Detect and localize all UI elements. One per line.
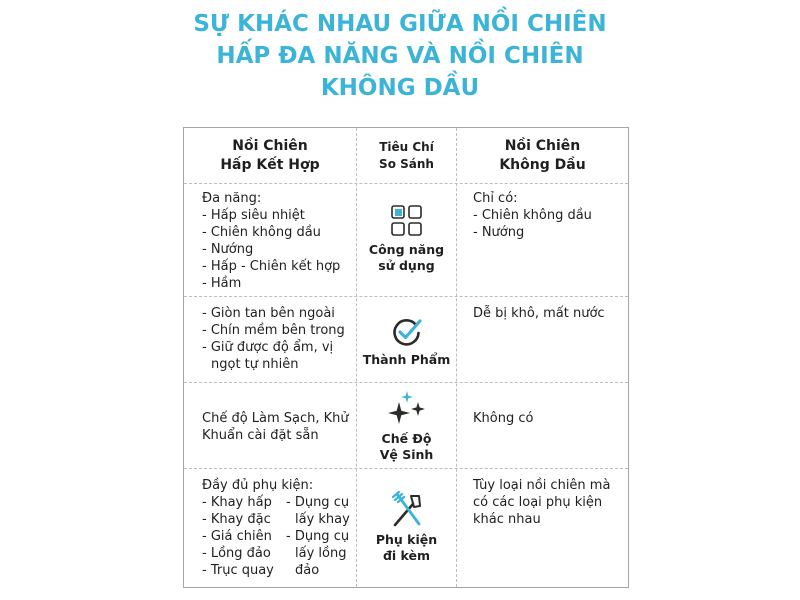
- row-divider: [184, 382, 628, 383]
- accessory-item: - Lồng đảo: [202, 546, 271, 561]
- row-4-criterion: [357, 490, 456, 564]
- header-right-line: Nồi Chiên: [504, 138, 581, 154]
- row-1-left-line: - Hầm: [202, 276, 242, 291]
- accessory-column-1: [202, 494, 286, 579]
- row-1-right-line: - Chiên không dầu: [473, 208, 592, 223]
- header-right: [457, 137, 628, 175]
- row-3-left-line: Chế độ Làm Sạch, Khử: [202, 411, 349, 426]
- header-middle: [357, 139, 456, 173]
- header-left-line: Nồi Chiên: [232, 138, 308, 154]
- row-divider: [184, 468, 628, 469]
- utensils-icon: [389, 490, 425, 528]
- row-4-criterion-line: Phụ kiện: [375, 532, 438, 547]
- title-line-3: KHÔNG DẦU: [320, 75, 480, 101]
- row-2-left-line: - Giòn tan bên ngoài: [202, 306, 335, 321]
- row-2-criterion: [357, 316, 456, 368]
- row-4-right-line: khác nhau: [473, 512, 541, 527]
- accessory-item: - Khay hấp: [202, 495, 272, 510]
- row-1-left: [202, 190, 340, 292]
- row-1-right-line: Chỉ có:: [473, 191, 518, 206]
- title-line-1: SỰ KHÁC NHAU GIỮA NỒI CHIÊN: [193, 11, 607, 37]
- accessory-item: - Giá chiên: [202, 529, 272, 544]
- row-4-right: [473, 477, 610, 528]
- row-2-criterion-line: Thành Phẩm: [362, 352, 451, 367]
- row-1-left-line: - Hấp siêu nhiệt: [202, 208, 305, 223]
- accessory-item: - Khay đặc: [202, 512, 271, 527]
- sparkle-icon: [387, 389, 427, 427]
- row-3-left-line: Khuẩn cài đặt sẵn: [202, 428, 319, 443]
- row-3-right: [473, 410, 533, 427]
- row-1-left-line: - Chiên không dầu: [202, 225, 321, 240]
- row-2-left-line: ngọt tự nhiên: [211, 357, 299, 372]
- header-left: [184, 137, 356, 175]
- title-line-2: HẤP ĐA NĂNG VÀ NỒI CHIÊN: [216, 43, 584, 69]
- grid-icon: [389, 204, 425, 238]
- header-left-line: Hấp Kết Hợp: [220, 157, 320, 173]
- row-3-criterion-line: Chế Độ: [381, 431, 432, 446]
- row-2-left-line: - Giữ được độ ẩm, vị: [202, 340, 334, 355]
- row-4-right-line: Tùy loại nồi chiên mà: [473, 478, 611, 493]
- accessory-column-2: [286, 494, 358, 579]
- row-3-criterion: [357, 389, 456, 463]
- row-2-right-line: Dễ bị khô, mất nước: [473, 306, 605, 321]
- row-3-right-line: Không có: [473, 411, 534, 426]
- row-4-left: [202, 477, 358, 579]
- row-divider: [184, 183, 628, 184]
- row-3-criterion-line: Vệ Sinh: [379, 447, 434, 462]
- row-1-left-line: - Hấp - Chiên kết hợp: [202, 259, 341, 274]
- row-1-left-line: Đa năng:: [202, 191, 262, 206]
- row-4-criterion-line: đi kèm: [382, 548, 431, 563]
- header-right-line: Không Dầu: [499, 157, 586, 173]
- row-divider: [184, 296, 628, 297]
- check-circle-icon: [390, 316, 424, 348]
- accessory-item: - Trục quay: [202, 563, 274, 578]
- row-2-left-line: - Chín mềm bên trong: [202, 323, 345, 338]
- accessory-item: đảo: [295, 563, 320, 578]
- accessory-item: - Dụng cụ: [286, 495, 350, 510]
- comparison-table: [183, 127, 629, 588]
- accessory-item: lấy lồng: [295, 546, 347, 561]
- row-1-criterion-line: sử dụng: [378, 258, 435, 273]
- row-2-right: [473, 305, 605, 322]
- row-1-right: [473, 190, 592, 241]
- row-1-criterion-line: Công năng: [368, 242, 445, 257]
- header-middle-line: So Sánh: [379, 157, 434, 171]
- row-1-criterion: [357, 204, 456, 274]
- accessory-item: - Dụng cụ: [286, 529, 350, 544]
- header-middle-line: Tiêu Chí: [379, 140, 434, 154]
- accessory-item: lấy khay: [295, 512, 350, 527]
- row-4-right-line: có các loại phụ kiện: [473, 495, 603, 510]
- column-divider: [456, 128, 457, 587]
- row-4-left-title: Đầy đủ phụ kiện:: [202, 478, 314, 493]
- row-2-left: [202, 305, 345, 373]
- row-1-right-line: - Nướng: [473, 225, 525, 240]
- row-3-left: [202, 410, 349, 444]
- row-1-left-line: - Nướng: [202, 242, 254, 257]
- accessory-list: [202, 494, 358, 579]
- page-title: [0, 8, 800, 104]
